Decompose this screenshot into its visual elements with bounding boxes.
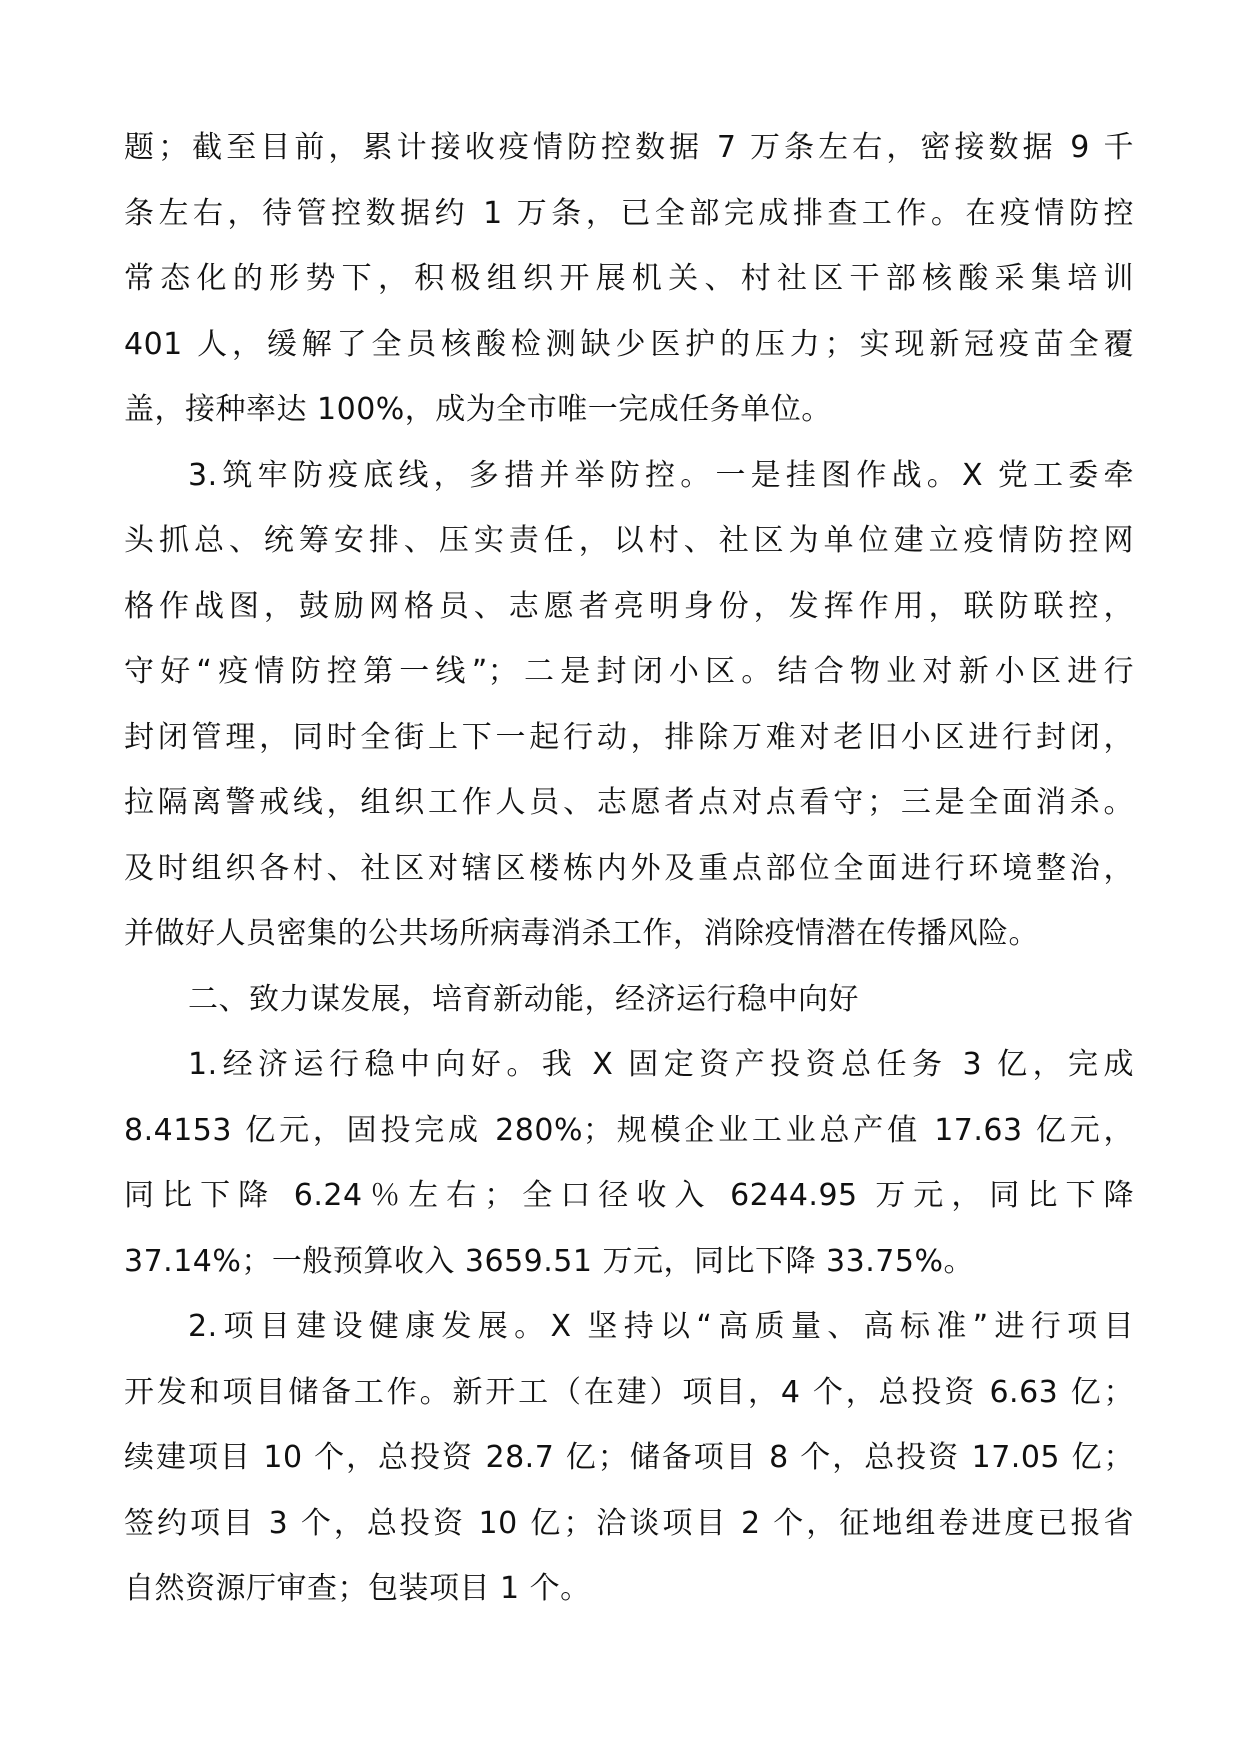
text-line: 37.14%；一般预算收入 3659.51 万元，同比下降 33.75%。 (124, 1243, 974, 1279)
text-line: 3.筑牢防疫底线，多措并举防控。一是挂图作战。X 党工委牵 (188, 457, 1134, 493)
text-line: 同比下降 6.24％左右；全口径收入 6244.95 万元，同比下降 (124, 1178, 1134, 1213)
text-line: 拉隔离警戒线，组织工作人员、志愿者点对点看守；三是全面消杀。 (124, 785, 1134, 820)
text-line: 题；截至目前，累计接收疫情防控数据 7 万条左右，密接数据 9 千 (124, 130, 1134, 165)
text-line: 401 人，缓解了全员核酸检测缺少医护的压力；实现新冠疫苗全覆 (124, 326, 1134, 362)
text-line: 续建项目 10 个，总投资 28.7 亿；储备项目 8 个，总投资 17.05 亿； (124, 1440, 1134, 1475)
text-line: 头抓总、统筹安排、压实责任，以村、社区为单位建立疫情防控网 (124, 523, 1134, 558)
text-line: 自然资源厅审查；包装项目 1 个。 (124, 1571, 591, 1606)
text-line: 常态化的形势下，积极组织开展机关、村社区干部核酸采集培训 (124, 261, 1134, 296)
text-line: 及时组织各村、社区对辖区楼栋内外及重点部位全面进行环境整治， (124, 850, 1134, 886)
text-line: 格作战图，鼓励网格员、志愿者亮明身份，发挥作用，联防联控， (124, 588, 1134, 624)
section-heading: 二、致力谋发展，培育新动能，经济运行稳中向好 (188, 981, 859, 1017)
text-line: 开发和项目储备工作。新开工（在建）项目，4 个，总投资 6.63 亿； (124, 1374, 1134, 1410)
text-line: 并做好人员密集的公共场所病毒消杀工作，消除疫情潜在传播风险。 (124, 916, 1039, 951)
text-line: 条左右，待管控数据约 1 万条，已全部完成排查工作。在疫情防控 (124, 195, 1134, 231)
text-line: 盖，接种率达 100%，成为全市唯一完成任务单位。 (124, 392, 832, 427)
text-line: 2.项目建设健康发展。X 坚持以“高质量、高标准”进行项目 (188, 1309, 1134, 1344)
text-line: 8.4153 亿元，固投完成 280%；规模企业工业总产值 17.63 亿元， (124, 1112, 1134, 1148)
text-line: 签约项目 3 个，总投资 10 亿；洽谈项目 2 个，征地组卷进度已报省 (124, 1505, 1134, 1541)
text-line: 封闭管理，同时全街上下一起行动，排除万难对老旧小区进行封闭， (124, 719, 1134, 755)
text-line: 守好“疫情防控第一线”；二是封闭小区。结合物业对新小区进行 (124, 654, 1134, 689)
document-page (124, 115, 1134, 1622)
text-line: 1.经济运行稳中向好。我 X 固定资产投资总任务 3 亿，完成 (188, 1047, 1134, 1082)
